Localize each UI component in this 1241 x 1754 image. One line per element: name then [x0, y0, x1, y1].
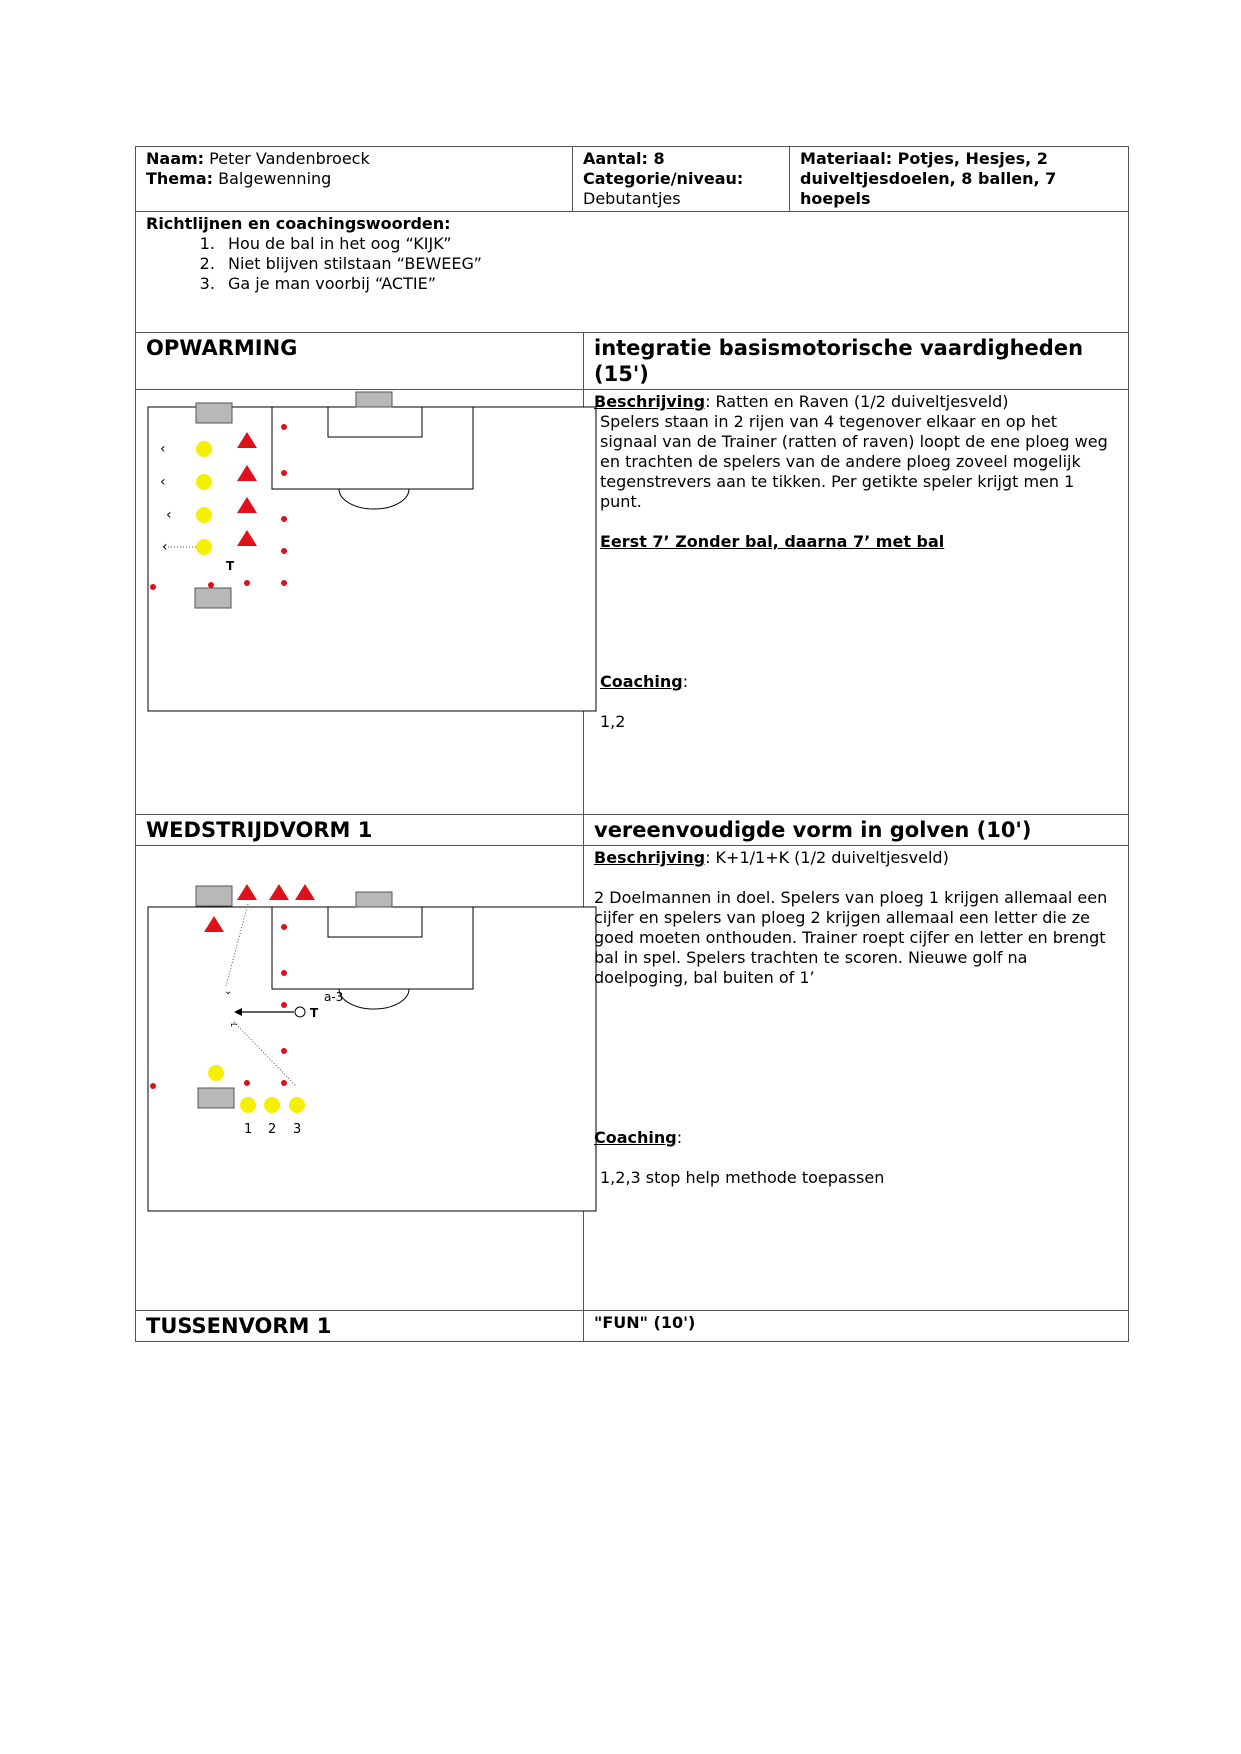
coaching-label: Coaching: [600, 672, 683, 691]
diagram-cell: [136, 846, 584, 1311]
naam-thema-cell: [136, 147, 573, 212]
cone: [281, 580, 287, 586]
materiaal: Materiaal: Potjes, Hesjes, 2 duiveltjesdoelen, 8 ballen, 7 hoepels: [790, 147, 1129, 212]
guideline-item: 1. Hou de bal in het oog “KIJK”: [220, 234, 1118, 254]
player-yellow: [240, 1097, 256, 1113]
description-cell: Beschrijving: K+1/1+K (1/2 duiveltjesveld) 2 Doelmannen in doel. Spelers van ploeg 1 krijgen allemaal een cijfer en spelers van ploeg 2 krijgen allemaal een letter die ze goed moeten onthouden. Trainer roept cijfer en letter en brengt bal in spel. Spelers trachten te scoren. Nieuwe golf na doelpoging, bal buiten of 1’ Coaching: 1,2,3 stop help methode toepassen: [584, 846, 1129, 1311]
section-subtitle: vereenvoudigde vorm in golven (10'): [584, 815, 1129, 846]
naam-value: Peter Vandenbroeck: [209, 149, 370, 168]
thema-label: Thema:: [146, 169, 214, 188]
arrow-icon: ‹: [160, 441, 166, 457]
guideline-item: 3. Ga je man voorbij “ACTIE”: [220, 274, 1118, 294]
aantal: Aantal: 8: [583, 149, 665, 168]
description-cell: Beschrijving: Ratten en Raven (1/2 duiveltjesveld) Spelers staan in 2 rijen van 4 tegenover elkaar en op het signaal van de Trainer (ratten of raven) loopt de ene ploeg weg en trachten de spelers van de andere ploeg zoveel mogelijk tegenstrevers aan te tikken. Per getikte speler krijgt men 1 punt. Eerst 7’ Zonder bal, daarna 7’ met bal Coaching: 1,2: [584, 390, 1129, 815]
cone: [244, 580, 250, 586]
cone: [281, 470, 287, 476]
coaching-label: Coaching: [594, 1128, 677, 1147]
cone: [281, 1080, 287, 1086]
trainer-label: T: [226, 559, 235, 573]
guidelines-title: Richtlijnen en coachingswoorden:: [146, 214, 451, 233]
player-yellow: [264, 1097, 280, 1113]
field-diagram-opwarming: [136, 390, 611, 810]
desc-text: 2 Doelmannen in doel. Spelers van ploeg 1 krijgen allemaal een cijfer en spelers van ploeg 2 krijgen allemaal een letter die ze goed moeten onthouden. Trainer roept cijfer en letter en brengt bal in spel. Spelers trachten te scoren. Nieuwe golf na doelpoging, bal buiten of 1’: [594, 888, 1108, 987]
naam-label: Naam:: [146, 149, 205, 168]
extra-note: Eerst 7’ Zonder bal, daarna 7’ met bal: [600, 532, 945, 551]
categorie-label: Categorie/niveau:: [583, 169, 744, 188]
goal: [356, 392, 392, 407]
categorie-value: Debutantjes: [583, 189, 681, 208]
diagram-cell: [136, 390, 584, 815]
call-label: a-3: [324, 990, 344, 1004]
arrow-icon: ⌄: [224, 986, 233, 997]
player-yellow: [196, 441, 212, 457]
player-number: 2: [268, 1122, 277, 1137]
coaching-value: 1,2,3 stop help methode toepassen: [600, 1168, 885, 1187]
field-diagram-wedstrijdvorm: [136, 846, 611, 1306]
player-red: [237, 884, 257, 900]
desc-text: Spelers staan in 2 rijen van 4 tegenover elkaar en op het signaal van de Trainer (ratten of raven) loopt de ene ploeg weg en trachten de spelers van de andere ploeg zoveel mogelijk tegenstrevers aan te tikken. Per getikte speler krijgt men 1 punt.: [600, 412, 1108, 511]
goal: [356, 892, 392, 907]
section-subtitle: integratie basismotorische vaardigheden (15'): [584, 333, 1129, 390]
cone: [150, 584, 156, 590]
cone: [244, 1080, 250, 1086]
player-number: 1: [244, 1122, 253, 1137]
section-subtitle: "FUN" (10'): [584, 1311, 1129, 1342]
guidelines-list: [146, 234, 1118, 294]
session-sheet: [135, 146, 1128, 1342]
aantal-cell: [573, 147, 790, 212]
section-title: OPWARMING: [136, 333, 584, 390]
guidelines-cell: [136, 212, 1129, 333]
player-yellow: [208, 1065, 224, 1081]
player-yellow: [289, 1097, 305, 1113]
player-red: [295, 884, 315, 900]
cone: [281, 424, 287, 430]
cone: [150, 1083, 156, 1089]
thema-value: Balgewenning: [218, 169, 332, 188]
cone: [281, 1048, 287, 1054]
player-yellow: [196, 539, 212, 555]
cone: [281, 970, 287, 976]
training-table: [135, 146, 1129, 1342]
cone: [281, 924, 287, 930]
trainer-label: T: [310, 1006, 319, 1020]
goal: [196, 886, 232, 906]
player-yellow: [196, 474, 212, 490]
arrow-icon: ‹: [160, 474, 166, 490]
desc-rest: : K+1/1+K (1/2 duiveltjesveld): [705, 848, 949, 867]
cone: [281, 1002, 287, 1008]
goal: [195, 588, 231, 608]
cone: [208, 582, 214, 588]
goal: [198, 1088, 234, 1108]
ball-icon: [295, 1007, 305, 1017]
cone: [281, 516, 287, 522]
player-yellow: [196, 507, 212, 523]
cone: [281, 548, 287, 554]
player-red: [269, 884, 289, 900]
arrow-icon: ‹: [166, 507, 172, 523]
coaching-value: 1,2: [600, 712, 626, 731]
goal: [196, 403, 232, 423]
desc-label: Beschrijving: [594, 392, 706, 411]
arrow-icon: ‹: [162, 539, 168, 555]
guideline-item: 2. Niet blijven stilstaan “BEWEEG”: [220, 254, 1118, 274]
section-title: WEDSTRIJDVORM 1: [136, 815, 584, 846]
section-title: TUSSENVORM 1: [136, 1311, 584, 1342]
arrow-icon: ⌐: [230, 1020, 239, 1031]
player-number: 3: [293, 1122, 302, 1137]
desc-rest: : Ratten en Raven (1/2 duiveltjesveld): [705, 392, 1009, 411]
desc-label: Beschrijving: [594, 848, 706, 867]
